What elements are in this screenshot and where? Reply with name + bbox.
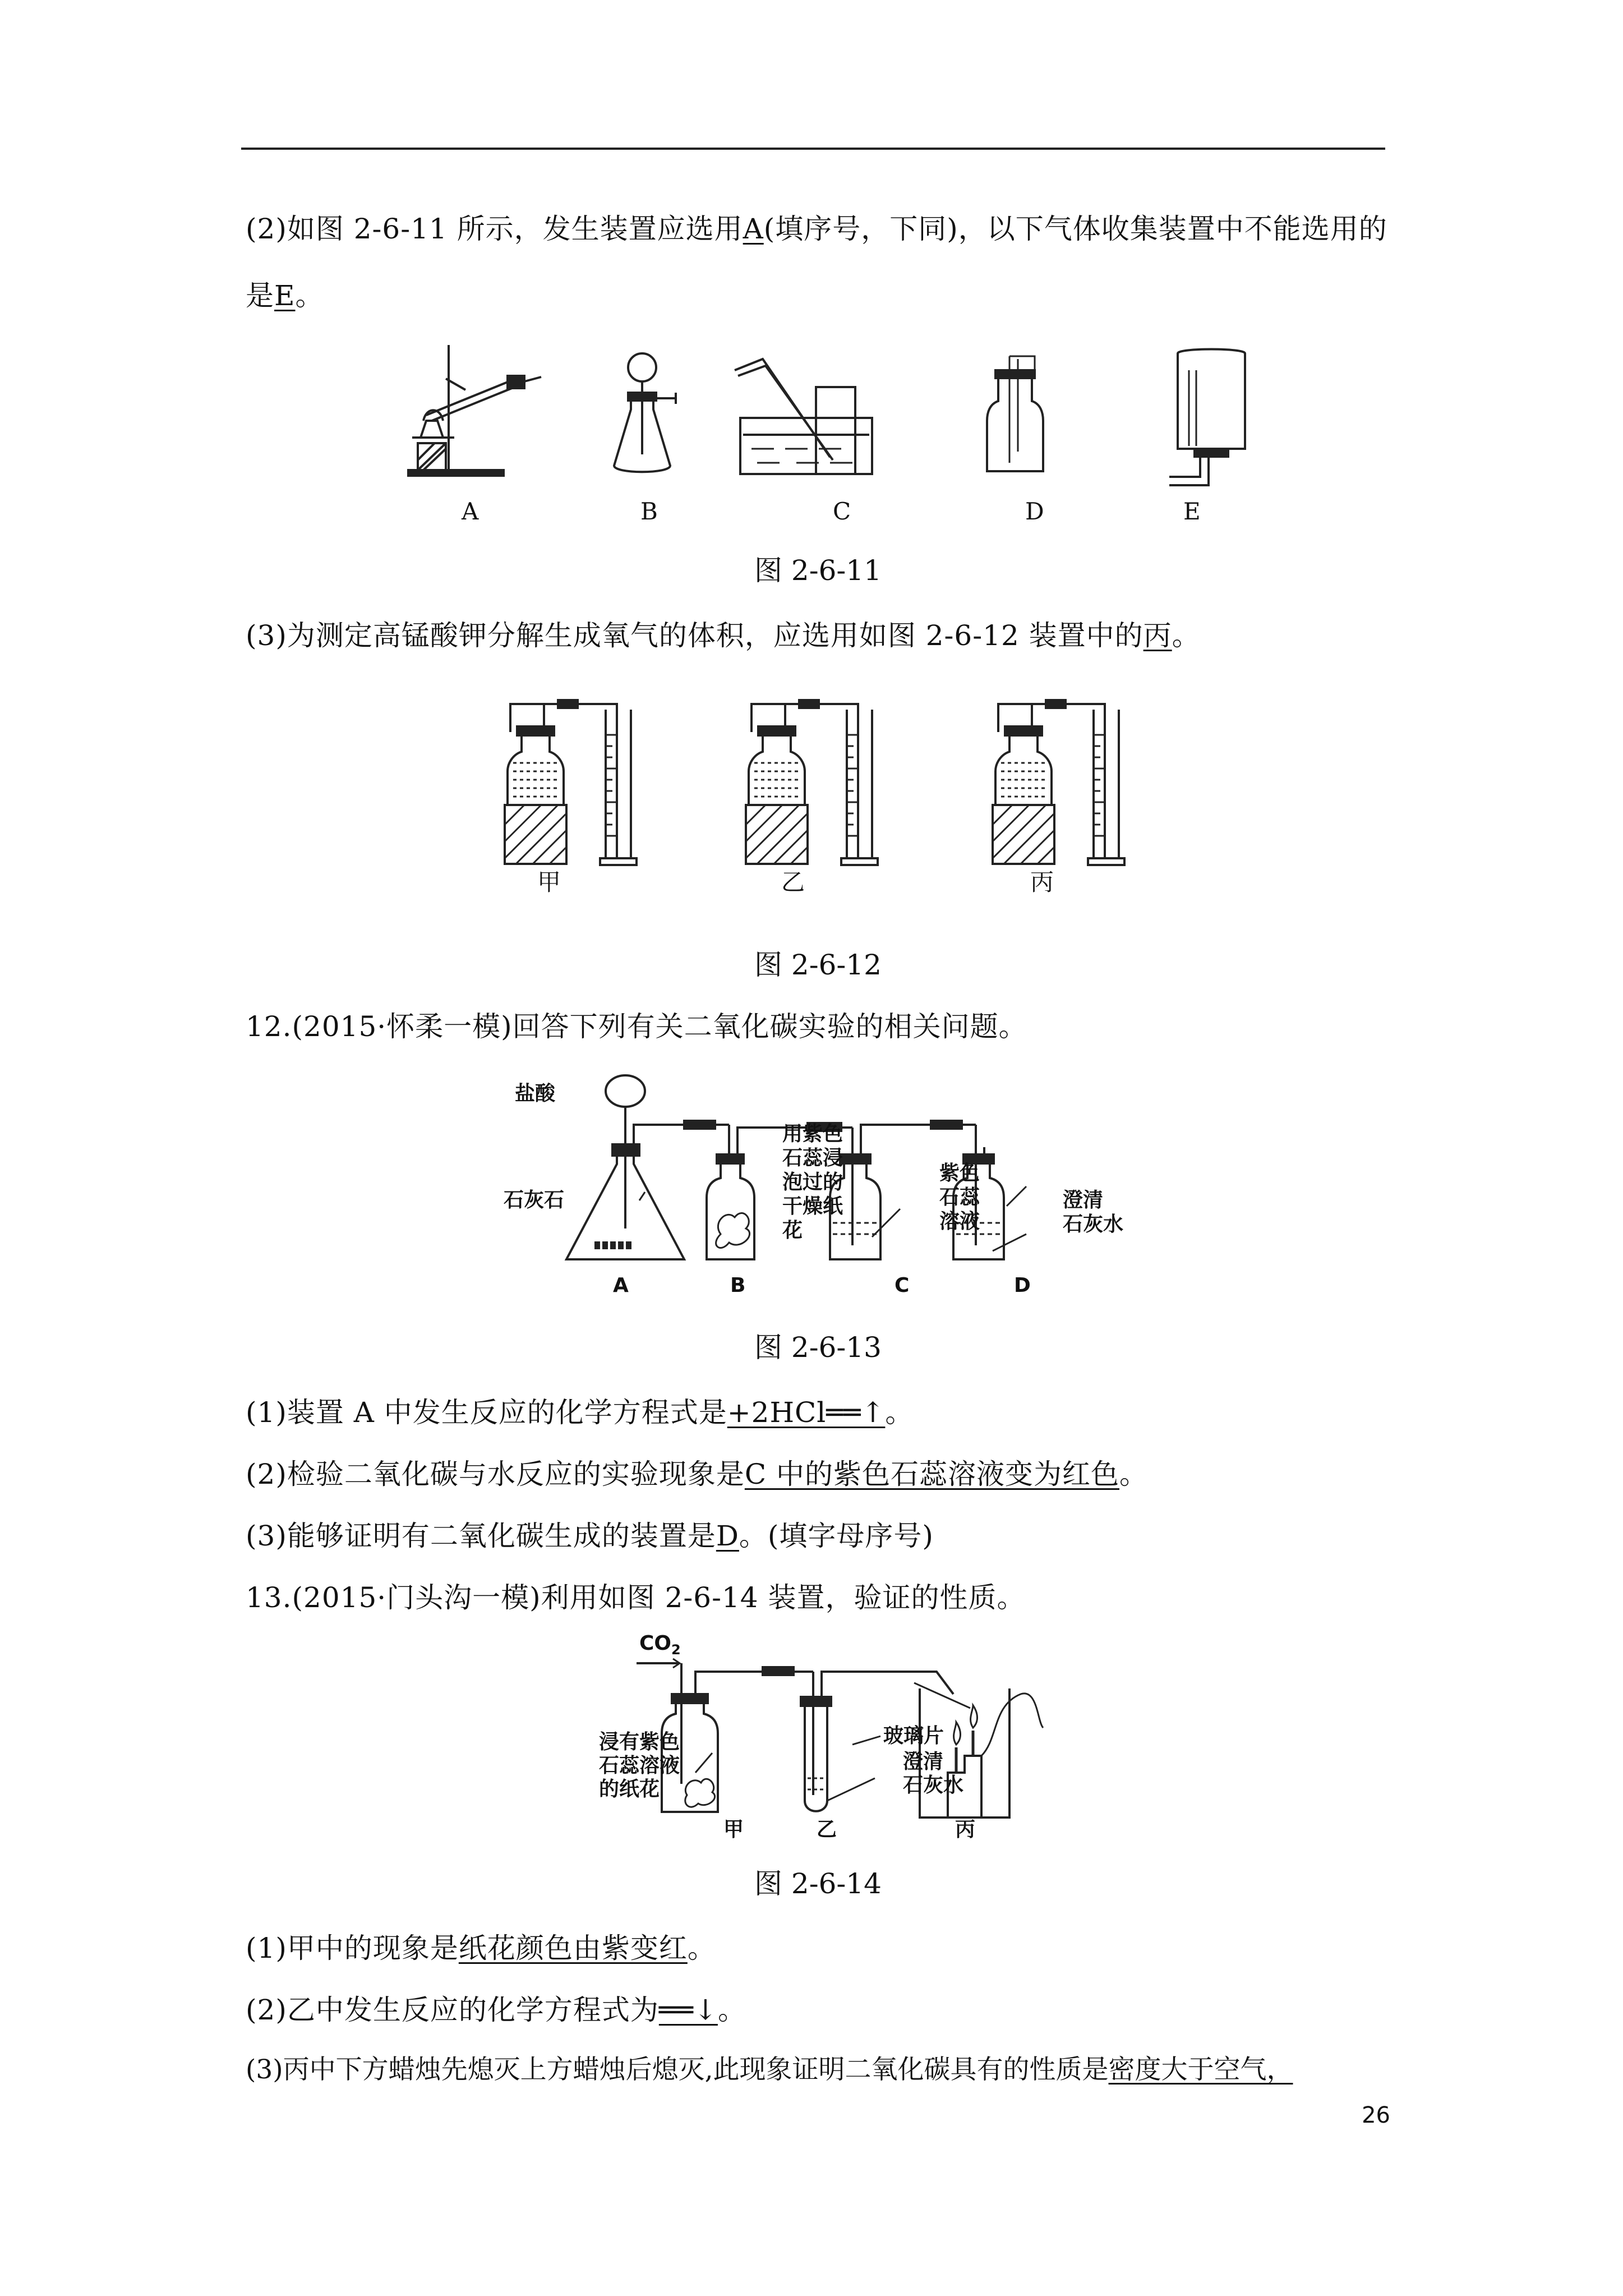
page-number: 26 — [1362, 2102, 1390, 2128]
q12-2-text-b: 。 — [1119, 1458, 1148, 1490]
q11-3-line — [246, 619, 1201, 652]
apparatus-d — [987, 356, 1043, 471]
q13-2-line — [246, 1993, 746, 2027]
q13-3-line — [246, 2053, 1293, 2087]
fig14-label-yi-letter: 乙 — [817, 1818, 837, 1841]
fig14-yi-line: 澄清 — [903, 1750, 944, 1773]
q13-1-answer: 纸花颜色由紫变红 — [458, 1932, 688, 1964]
q13-1-text: (1)甲中的现象是 — [246, 1932, 459, 1964]
header-rule — [241, 148, 1385, 150]
fig14-label-jia-letter: 甲 — [723, 1818, 744, 1841]
q12-1-text-b: 。 — [885, 1396, 914, 1429]
fig13-label-d — [1063, 1188, 1123, 1236]
q13-stem: 13.(2015·门头沟一模)利用如图 2-6-14 装置，验证的性质。 — [246, 1581, 1026, 1614]
q12-3-text-b: 。(填字母序号) — [739, 1520, 934, 1552]
fig11-label-b: B — [640, 498, 658, 525]
fig13-label-limestone: 石灰石 — [504, 1189, 565, 1212]
fig11-label-e: E — [1183, 498, 1201, 525]
fig14-label-bing-letter: 丙 — [955, 1818, 976, 1841]
fig13-letter-a: A — [613, 1274, 629, 1297]
q11-3-text-b: 。 — [1172, 619, 1201, 652]
fig14-jia-line: 石蕊溶液 — [599, 1754, 680, 1777]
fig13-c-line: 石蕊 — [939, 1186, 980, 1209]
q12-1-text: (1)装置 A 中发生反应的化学方程式是 — [246, 1396, 727, 1429]
q11-2-text-b: (填序号，下同)，以下气体收集装置中不能选用的 — [763, 213, 1387, 245]
fig11-caption: 图 2-6-11 — [754, 554, 882, 587]
fig11-label-d: D — [1025, 498, 1044, 525]
q11-2-line1 — [246, 212, 1387, 246]
fig14-caption: 图 2-6-14 — [754, 1867, 882, 1900]
q12-3-text: (3)能够证明有二氧化碳生成的装置是 — [246, 1520, 716, 1552]
q12-1-line — [246, 1396, 914, 1429]
flask-a — [566, 1075, 729, 1259]
q13-1-line — [246, 1931, 716, 1965]
fig13-caption: 图 2-6-13 — [754, 1331, 882, 1364]
fig13-label-acid: 盐酸 — [515, 1082, 556, 1105]
fig13-b-line: 泡过的 — [782, 1171, 843, 1194]
apparatus-c — [735, 359, 872, 474]
fig14-label-co2 — [639, 1627, 681, 1667]
fig14-co2-subscript: 2 — [671, 1642, 681, 1658]
q12-stem: 12.(2015·怀柔一模)回答下列有关二氧化碳实验的相关问题。 — [246, 1010, 1027, 1043]
q13-1-text-b: 。 — [687, 1932, 716, 1964]
q12-2-text: (2)检验二氧化碳与水反应的实验现象是 — [246, 1458, 745, 1490]
q12-3-answer: D — [716, 1520, 739, 1552]
q11-2-text-d: 。 — [295, 279, 324, 312]
q11-2-answer-b: E — [274, 279, 296, 312]
fig13-c-line: 紫色 — [939, 1162, 980, 1185]
q12-1-answer: +2HCl══↑ — [727, 1396, 886, 1429]
apparatus-b — [614, 353, 676, 472]
fig13-letter-d: D — [1014, 1274, 1031, 1297]
figure-2-6-12 — [494, 690, 1178, 881]
fig11-label-c: C — [833, 498, 851, 525]
figure-2-6-13 — [561, 1066, 1150, 1279]
fig13-b-line: 花 — [782, 1219, 803, 1242]
q12-2-answer: C 中的紫色石蕊溶液变为红色 — [744, 1458, 1119, 1490]
fig13-label-b — [782, 1122, 843, 1243]
q13-2-text: (2)乙中发生反应的化学方程式为 — [246, 1994, 659, 2026]
fig13-d-line: 澄清 — [1063, 1189, 1104, 1212]
fig12-label-jia: 甲 — [537, 868, 561, 896]
fig14-label-glass: 玻璃片 — [883, 1724, 944, 1747]
q12-2-line — [246, 1457, 1148, 1491]
apparatus-e — [1169, 349, 1245, 486]
fig13-label-c — [939, 1161, 980, 1234]
fig13-b-line: 石蕊浸 — [782, 1147, 843, 1170]
q13-3-answer: 密度大于空气， — [1108, 2054, 1293, 2085]
fig14-label-yi — [903, 1750, 963, 1797]
fig14-jia-line: 浸有紫色 — [599, 1731, 680, 1754]
fig13-b-line: 干燥纸 — [782, 1195, 843, 1218]
fig11-label-a: A — [462, 498, 479, 525]
q13-2-text-b: 。 — [717, 1994, 746, 2026]
apparatus-a — [408, 345, 541, 476]
fig12-label-bing: 丙 — [1030, 868, 1054, 896]
q11-2-text-c: 是 — [246, 279, 274, 312]
fig13-c-line: 溶液 — [939, 1210, 980, 1233]
fig13-b-line: 用紫色 — [782, 1122, 843, 1145]
q11-2-answer-a: A — [743, 213, 764, 245]
q11-3-answer: 丙 — [1143, 619, 1172, 652]
fig14-jia-line: 的纸花 — [599, 1778, 660, 1801]
figure-2-6-14 — [634, 1638, 1060, 1840]
q11-3-text: (3)为测定高锰酸钾分解生成氧气的体积，应选用如图 2-6-12 装置中的 — [246, 619, 1144, 652]
fig13-letter-b: B — [730, 1274, 746, 1297]
fig14-label-jia — [599, 1731, 680, 1801]
bottle-jia — [662, 1663, 813, 1812]
q13-3-text: (3)丙中下方蜡烛先熄灭上方蜡烛后熄灭,此现象证明二氧化碳具有的性质是 — [246, 2054, 1109, 2085]
fig13-d-line: 石灰水 — [1063, 1213, 1124, 1236]
fig14-co2-text: CO — [639, 1632, 672, 1655]
fig14-yi-line: 石灰水 — [903, 1774, 964, 1797]
q11-2-text: (2)如图 2-6-11 所示，发生装置应选用 — [246, 213, 743, 245]
fig12-label-yi: 乙 — [781, 868, 805, 896]
q12-3-line — [246, 1519, 934, 1553]
q11-2-line2 — [246, 279, 324, 312]
fig12-caption: 图 2-6-12 — [754, 949, 882, 981]
q13-2-answer: ══↓ — [658, 1994, 718, 2026]
fig13-letter-c: C — [895, 1274, 910, 1297]
